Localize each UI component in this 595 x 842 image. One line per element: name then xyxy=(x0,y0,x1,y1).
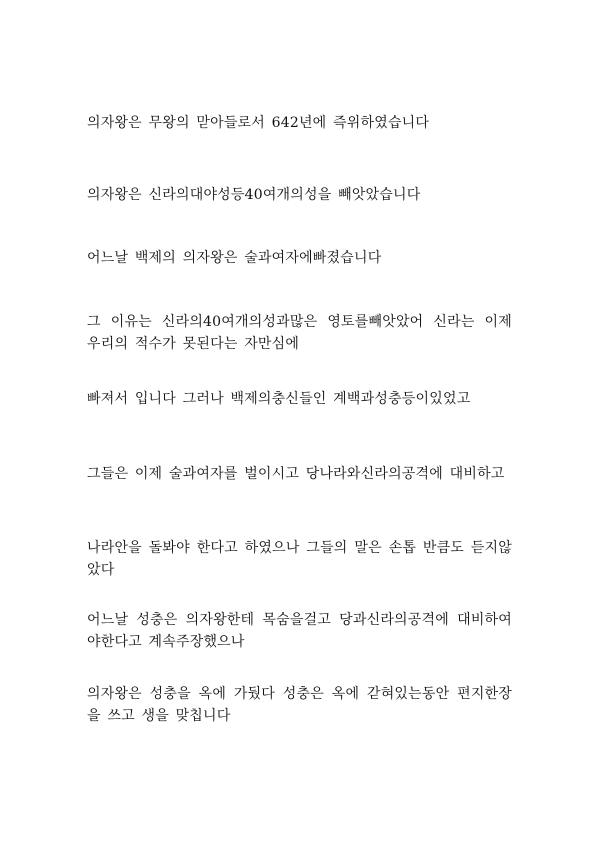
paragraph-2: 의자왕은 신라의대야성등40여개의성을 빼앗았습니다 xyxy=(87,187,421,203)
paragraph-5: 빠져서 입니다 그러나 백제의충신들인 계백과성충등이있었고 xyxy=(87,391,471,407)
paragraph-8: 어느날 성충은 의자왕한테 목숨을걸고 당과신라의공격에 대비하여야한다고 계속주장했으나 xyxy=(87,612,512,650)
paragraph-7: 나라안을 돌봐야 한다고 하였으나 그들의 말은 손톱 반큼도 듣지않았다 xyxy=(87,540,512,578)
paragraph-9: 의자왕은 성충을 옥에 가뒀다 성충은 옥에 갇혀있는동안 편지한장을 쓰고 생을 맞칩니다 xyxy=(87,686,512,724)
paragraph-1: 의자왕은 무왕의 맏아들로서 642년에 즉위하였습니다 xyxy=(87,115,430,131)
paragraph-4: 그 이유는 신라의40여개의성과많은 영토를빼앗았어 신라는 이제 우리의 적수가 못된다는 자만심에 xyxy=(87,314,512,352)
paragraph-3: 어느날 백제의 의자왕은 술과여자에빠졌습니다 xyxy=(87,250,382,266)
paragraph-6: 그들은 이제 술과여자를 벌이시고 당나라와신라의공격에 대비하고 xyxy=(87,466,505,482)
